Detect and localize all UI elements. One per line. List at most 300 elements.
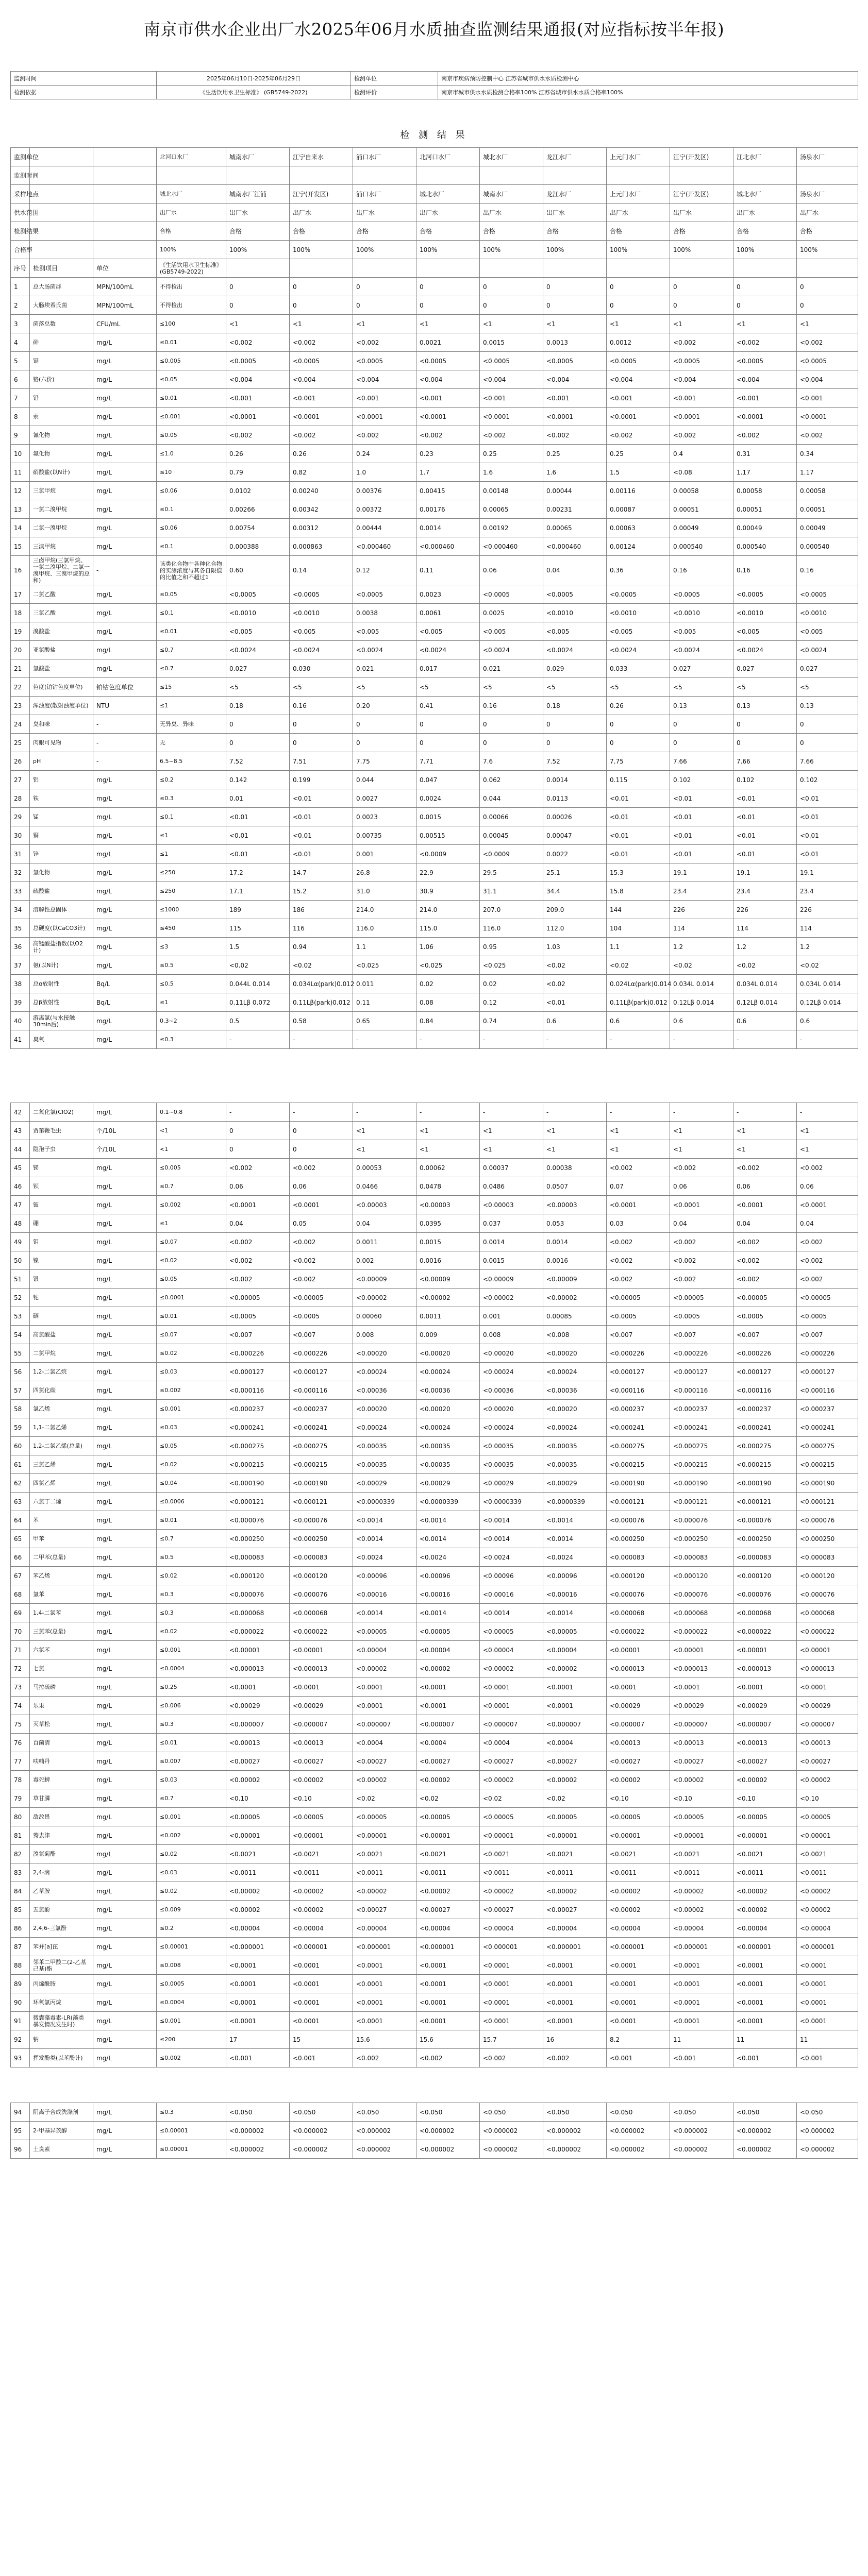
result-cell: <0.004 bbox=[607, 370, 670, 389]
result-cell: <0.000237 bbox=[607, 1400, 670, 1418]
table-row bbox=[11, 500, 858, 519]
result-cell: 0.0038 bbox=[353, 604, 416, 622]
result-cell: <0.0001 bbox=[670, 1975, 733, 1993]
result-cell: <0.000116 bbox=[670, 1381, 733, 1400]
result-cell: <0.00020 bbox=[416, 1400, 480, 1418]
result-cell: <0.00024 bbox=[543, 1363, 607, 1381]
result-cell: 0.6 bbox=[797, 1012, 858, 1030]
result-cell: 58 bbox=[11, 1400, 30, 1418]
result-cell: <0.00002 bbox=[353, 1771, 416, 1789]
result-cell: mg/L bbox=[93, 1381, 157, 1400]
result-cell: 38 bbox=[11, 975, 30, 993]
result-cell: MPN/100mL bbox=[93, 278, 157, 296]
table-gap-cell bbox=[11, 1049, 858, 1103]
result-cell: <0.00027 bbox=[416, 1901, 480, 1919]
result-cell: <0.000226 bbox=[670, 1344, 733, 1363]
result-cell: 0.01 bbox=[226, 789, 290, 808]
result-cell: <5 bbox=[480, 678, 543, 697]
result-cell: 0.00515 bbox=[416, 826, 480, 845]
result-cell: 12 bbox=[11, 482, 30, 500]
result-cell: <0.01 bbox=[797, 826, 858, 845]
result-cell: <0.00002 bbox=[670, 1882, 733, 1901]
result-cell: mg/L bbox=[93, 1530, 157, 1548]
result-cell: <0.00020 bbox=[480, 1400, 543, 1418]
result-cell: 214.0 bbox=[353, 901, 416, 919]
result-cell: 56 bbox=[11, 1363, 30, 1381]
result-cell: 1.2 bbox=[733, 938, 797, 956]
table-row bbox=[11, 659, 858, 678]
result-cell: <0.0010 bbox=[543, 604, 607, 622]
result-cell: 0.06 bbox=[733, 1177, 797, 1196]
result-cell: mg/L bbox=[93, 882, 157, 901]
result-cell: mg/L bbox=[93, 1678, 157, 1697]
result-cell: 0 bbox=[607, 296, 670, 315]
result-cell: 0.6 bbox=[543, 1012, 607, 1030]
result-cell: ≤200 bbox=[157, 2030, 226, 2049]
result-cell: <0.10 bbox=[290, 1789, 353, 1808]
result-cell: <0.0005 bbox=[797, 352, 858, 370]
result-cell: <0.000226 bbox=[797, 1344, 858, 1363]
result-cell: 34.4 bbox=[543, 882, 607, 901]
result-cell: <0.025 bbox=[353, 956, 416, 975]
header-cell bbox=[543, 259, 607, 278]
header-cell: 城北水厂 bbox=[480, 148, 543, 166]
result-cell: <0.02 bbox=[226, 956, 290, 975]
header-cell: 100% bbox=[480, 241, 543, 259]
info-row bbox=[11, 86, 858, 99]
result-cell: 17.2 bbox=[226, 863, 290, 882]
result-cell: mg/L bbox=[93, 1826, 157, 1845]
result-cell: <0.0024 bbox=[670, 641, 733, 659]
result-cell: <0.0010 bbox=[607, 604, 670, 622]
result-cell: 114 bbox=[670, 919, 733, 938]
result-cell: <0.000068 bbox=[290, 1604, 353, 1622]
result-cell: mg/L bbox=[93, 1734, 157, 1752]
result-cell: <0.01 bbox=[733, 845, 797, 863]
result-cell: mg/L bbox=[93, 938, 157, 956]
result-cell: 0.26 bbox=[607, 697, 670, 715]
result-cell: <0.000250 bbox=[226, 1530, 290, 1548]
result-cell: <0.02 bbox=[607, 956, 670, 975]
result-cell: <0.00016 bbox=[480, 1585, 543, 1604]
result-cell: <0.002 bbox=[416, 2049, 480, 2067]
result-cell: 0 bbox=[226, 296, 290, 315]
result-cell: mg/L bbox=[93, 1196, 157, 1214]
result-cell: <0.00001 bbox=[290, 1826, 353, 1845]
result-cell: <0.00002 bbox=[607, 1771, 670, 1789]
table-row bbox=[11, 1697, 858, 1715]
table-row bbox=[11, 408, 858, 426]
result-cell: <0.001 bbox=[290, 2049, 353, 2067]
result-cell: <0.000068 bbox=[607, 1604, 670, 1622]
result-cell: ≤0.02 bbox=[157, 1622, 226, 1641]
header-cell: 合格 bbox=[797, 222, 858, 241]
result-cell: <0.000190 bbox=[670, 1474, 733, 1493]
result-cell: 0.00044 bbox=[543, 482, 607, 500]
result-cell: <0.000083 bbox=[670, 1548, 733, 1567]
header-cell: 江宁(开发区) bbox=[670, 185, 733, 204]
result-cell: 7.66 bbox=[797, 752, 858, 771]
result-cell: <0.0014 bbox=[353, 1604, 416, 1622]
result-cell: <0.00005 bbox=[416, 1622, 480, 1641]
result-cell: 0.04 bbox=[226, 1214, 290, 1233]
result-cell: - bbox=[607, 1030, 670, 1049]
result-cell: 0.12Lβ 0.014 bbox=[733, 993, 797, 1012]
result-cell: <0.004 bbox=[226, 370, 290, 389]
result-cell: ≤0.7 bbox=[157, 659, 226, 678]
result-cell: <0.01 bbox=[797, 845, 858, 863]
result-cell: <0.000001 bbox=[353, 1938, 416, 1956]
result-cell: ≤0.3 bbox=[157, 2103, 226, 2122]
result-cell: <0.00001 bbox=[607, 1641, 670, 1659]
result-cell: 11 bbox=[11, 463, 30, 482]
result-cell: <0.0014 bbox=[416, 1511, 480, 1530]
result-cell: 0.00051 bbox=[733, 500, 797, 519]
result-cell: <5 bbox=[353, 678, 416, 697]
result-cell: 0.0014 bbox=[543, 1233, 607, 1251]
table-row bbox=[11, 1122, 858, 1140]
result-cell: 0.017 bbox=[416, 659, 480, 678]
result-cell: <0.00035 bbox=[543, 1455, 607, 1474]
result-cell: <0.0004 bbox=[480, 1734, 543, 1752]
result-cell: mg/L bbox=[93, 845, 157, 863]
result-cell: <5 bbox=[670, 678, 733, 697]
result-cell: 7.52 bbox=[226, 752, 290, 771]
result-cell: 1.2 bbox=[797, 938, 858, 956]
header-cell: 江北水厂 bbox=[733, 148, 797, 166]
result-cell: <0.000076 bbox=[670, 1585, 733, 1604]
result-cell: 0.04 bbox=[797, 1214, 858, 1233]
header-cell bbox=[93, 148, 157, 166]
result-cell: <0.008 bbox=[543, 1326, 607, 1344]
result-cell: <1 bbox=[543, 315, 607, 333]
result-cell: 0 bbox=[733, 278, 797, 296]
result-cell: 48 bbox=[11, 1214, 30, 1233]
result-cell: <0.025 bbox=[416, 956, 480, 975]
result-cell: <0.002 bbox=[226, 1159, 290, 1177]
result-cell: <0.0011 bbox=[797, 1863, 858, 1882]
result-cell: <0.002 bbox=[480, 426, 543, 445]
result-cell: 70 bbox=[11, 1622, 30, 1641]
result-cell: <0.000068 bbox=[670, 1604, 733, 1622]
result-cell: <0.00016 bbox=[353, 1585, 416, 1604]
result-cell: <0.000275 bbox=[226, 1437, 290, 1455]
result-cell: 0.00049 bbox=[797, 519, 858, 537]
result-cell: <0.000120 bbox=[797, 1567, 858, 1585]
result-cell: 0.11Lβ 0.072 bbox=[226, 993, 290, 1012]
result-cell: 0.0015 bbox=[416, 1233, 480, 1251]
result-cell: <0.002 bbox=[607, 1270, 670, 1289]
result-cell: 23.4 bbox=[733, 882, 797, 901]
result-cell: ≤0.0006 bbox=[157, 1493, 226, 1511]
result-cell: <1 bbox=[797, 1122, 858, 1140]
result-cell: <0.000002 bbox=[416, 2140, 480, 2159]
result-cell: 0.000863 bbox=[290, 537, 353, 556]
result-cell: mg/L bbox=[93, 1437, 157, 1455]
result-cell: 75 bbox=[11, 1715, 30, 1734]
result-cell: <0.00013 bbox=[797, 1734, 858, 1752]
table-row bbox=[11, 1530, 858, 1548]
item-name-cell: 一氯二溴甲烷 bbox=[30, 500, 93, 519]
table-row bbox=[11, 2012, 858, 2030]
result-cell: <0.00035 bbox=[543, 1437, 607, 1455]
result-cell: mg/L bbox=[93, 1159, 157, 1177]
item-name-cell: 硝酸盐(以N计) bbox=[30, 463, 93, 482]
result-cell: ≤0.3 bbox=[157, 1715, 226, 1734]
result-cell: <0.01 bbox=[670, 789, 733, 808]
result-cell: 0 bbox=[226, 1122, 290, 1140]
result-cell: <0.00004 bbox=[353, 1919, 416, 1938]
result-cell: mg/L bbox=[93, 1012, 157, 1030]
result-cell: <0.00002 bbox=[797, 1901, 858, 1919]
result-cell: 0.00415 bbox=[416, 482, 480, 500]
result-cell: 0 bbox=[290, 715, 353, 734]
result-cell: mg/L bbox=[93, 1493, 157, 1511]
result-cell: 69 bbox=[11, 1604, 30, 1622]
result-cell: <0.00001 bbox=[670, 1826, 733, 1845]
result-cell: 19 bbox=[11, 622, 30, 641]
result-cell: <0.000226 bbox=[607, 1344, 670, 1363]
result-cell: ≤0.5 bbox=[157, 956, 226, 975]
result-cell: <0.0004 bbox=[543, 1734, 607, 1752]
result-cell: ≤0.04 bbox=[157, 1474, 226, 1493]
result-cell: 62 bbox=[11, 1474, 30, 1493]
result-cell: <0.0001 bbox=[290, 1975, 353, 1993]
result-cell: <0.000127 bbox=[290, 1363, 353, 1381]
table-gap-cell bbox=[11, 2067, 858, 2103]
result-cell: <0.00036 bbox=[543, 1381, 607, 1400]
result-cell: <0.0024 bbox=[416, 641, 480, 659]
result-cell: <0.002 bbox=[543, 426, 607, 445]
item-name-cell: 氯酸盐 bbox=[30, 659, 93, 678]
result-cell: 0.11 bbox=[353, 993, 416, 1012]
result-cell: <0.0005 bbox=[543, 352, 607, 370]
result-cell: 0.034L 0.014 bbox=[797, 975, 858, 993]
result-cell: <0.0009 bbox=[480, 845, 543, 863]
result-cell: <0.000237 bbox=[797, 1400, 858, 1418]
result-cell: mg/L bbox=[93, 826, 157, 845]
result-cell: <0.0001 bbox=[480, 1697, 543, 1715]
item-name-cell: 镍 bbox=[30, 1251, 93, 1270]
result-cell: <0.002 bbox=[607, 1251, 670, 1270]
result-cell: <0.0014 bbox=[543, 1511, 607, 1530]
result-cell: 0.0507 bbox=[543, 1177, 607, 1196]
result-cell: ≤0.00001 bbox=[157, 1938, 226, 1956]
result-cell: 7.52 bbox=[543, 752, 607, 771]
result-cell: <0.000013 bbox=[607, 1659, 670, 1678]
result-cell: mg/L bbox=[93, 641, 157, 659]
result-cell: <0.00001 bbox=[797, 1641, 858, 1659]
result-cell: <0.01 bbox=[290, 808, 353, 826]
result-cell: 0 bbox=[543, 715, 607, 734]
result-cell: 64 bbox=[11, 1511, 30, 1530]
result-cell: <0.00096 bbox=[353, 1567, 416, 1585]
result-cell: <0.0014 bbox=[543, 1530, 607, 1548]
result-cell: 60 bbox=[11, 1437, 30, 1455]
item-name-cell: 银 bbox=[30, 1270, 93, 1289]
result-cell: <0.0001 bbox=[290, 1956, 353, 1975]
result-cell: 0.12Lβ 0.014 bbox=[670, 993, 733, 1012]
result-cell: <0.004 bbox=[733, 370, 797, 389]
result-cell: <0.00002 bbox=[797, 1882, 858, 1901]
item-name-cell: 总β放射性 bbox=[30, 993, 93, 1012]
result-cell: 0.18 bbox=[226, 697, 290, 715]
item-name-cell: 溶解性总固体 bbox=[30, 901, 93, 919]
result-cell: 0.5 bbox=[226, 1012, 290, 1030]
result-cell: <0.0005 bbox=[290, 585, 353, 604]
item-name-cell: 砷 bbox=[30, 333, 93, 352]
result-cell: 59 bbox=[11, 1418, 30, 1437]
result-cell: <0.000121 bbox=[226, 1493, 290, 1511]
results-table-body bbox=[11, 148, 858, 2159]
result-cell: 0.00065 bbox=[543, 519, 607, 537]
item-name-cell: 丙烯酰胺 bbox=[30, 1975, 93, 1993]
result-cell: <0.000076 bbox=[607, 1511, 670, 1530]
item-name-cell: 臭氧 bbox=[30, 1030, 93, 1049]
item-name-cell: 氟化物 bbox=[30, 445, 93, 463]
result-cell: 8 bbox=[11, 408, 30, 426]
result-cell: 0.0016 bbox=[416, 1251, 480, 1270]
result-cell: <0.00029 bbox=[226, 1697, 290, 1715]
result-cell: 44 bbox=[11, 1140, 30, 1159]
result-cell: ≤0.01 bbox=[157, 1734, 226, 1752]
header-cell bbox=[733, 259, 797, 278]
result-cell: mg/L bbox=[93, 622, 157, 641]
item-name-cell: 三氯乙酸 bbox=[30, 604, 93, 622]
result-cell: 1 bbox=[11, 278, 30, 296]
result-cell: mg/L bbox=[93, 956, 157, 975]
result-cell: <0.00020 bbox=[543, 1400, 607, 1418]
result-cell: 0.002 bbox=[353, 1251, 416, 1270]
result-cell: <0.000226 bbox=[226, 1344, 290, 1363]
result-cell: <0.00001 bbox=[226, 1826, 290, 1845]
table-row bbox=[11, 556, 858, 585]
result-cell: <0.005 bbox=[480, 622, 543, 641]
result-cell: <0.000460 bbox=[480, 537, 543, 556]
result-cell: ≤0.03 bbox=[157, 1418, 226, 1437]
result-cell: <0.0001 bbox=[607, 1678, 670, 1697]
table-row bbox=[11, 1919, 858, 1938]
result-cell: <0.004 bbox=[797, 370, 858, 389]
result-cell: <5 bbox=[543, 678, 607, 697]
table-row bbox=[11, 1140, 858, 1159]
result-cell: ≤0.7 bbox=[157, 1530, 226, 1548]
result-cell: MPN/100mL bbox=[93, 296, 157, 315]
header-cell: 100% bbox=[416, 241, 480, 259]
result-cell: ≤450 bbox=[157, 919, 226, 938]
result-cell: 0 bbox=[480, 715, 543, 734]
result-cell: 0.16 bbox=[290, 697, 353, 715]
result-cell: <0.0021 bbox=[353, 1845, 416, 1863]
result-cell: 0.00060 bbox=[353, 1307, 416, 1326]
result-cell: <0.0005 bbox=[670, 352, 733, 370]
result-cell: <0.00003 bbox=[353, 1196, 416, 1214]
result-cell: <0.00002 bbox=[226, 1901, 290, 1919]
result-cell: 29 bbox=[11, 808, 30, 826]
result-cell: 0.00058 bbox=[797, 482, 858, 500]
result-cell: mg/L bbox=[93, 1938, 157, 1956]
result-cell: 0.142 bbox=[226, 771, 290, 789]
result-cell: - bbox=[226, 1030, 290, 1049]
result-cell: <0.0001 bbox=[733, 1196, 797, 1214]
result-cell: 85 bbox=[11, 1901, 30, 1919]
result-cell: <0.000001 bbox=[670, 1938, 733, 1956]
result-cell: <0.000190 bbox=[226, 1474, 290, 1493]
result-cell: ≤0.02 bbox=[157, 1251, 226, 1270]
item-name-cell: 草甘膦 bbox=[30, 1789, 93, 1808]
result-cell: 51 bbox=[11, 1270, 30, 1289]
result-cell: 0.0011 bbox=[353, 1233, 416, 1251]
result-cell: <0.00035 bbox=[416, 1455, 480, 1474]
result-cell: 0.0013 bbox=[543, 333, 607, 352]
header-cell: 江宁自来水 bbox=[290, 148, 353, 166]
result-cell: 0 bbox=[226, 715, 290, 734]
result-cell: <0.002 bbox=[670, 426, 733, 445]
header-cell bbox=[290, 259, 353, 278]
result-cell: 0.06 bbox=[290, 1177, 353, 1196]
result-cell: 11 bbox=[670, 2030, 733, 2049]
result-cell: ≤250 bbox=[157, 863, 226, 882]
result-cell: <0.0005 bbox=[353, 352, 416, 370]
result-cell: 83 bbox=[11, 1863, 30, 1882]
result-cell: 0.00045 bbox=[480, 826, 543, 845]
result-cell: <0.000002 bbox=[353, 2140, 416, 2159]
result-cell: <0.00024 bbox=[416, 1418, 480, 1437]
result-cell: <0.000007 bbox=[353, 1715, 416, 1734]
result-cell: 1.1 bbox=[353, 938, 416, 956]
result-cell: 0.12Lβ 0.014 bbox=[797, 993, 858, 1012]
result-cell: 63 bbox=[11, 1493, 30, 1511]
result-cell: <0.01 bbox=[543, 993, 607, 1012]
result-cell: ≤0.7 bbox=[157, 1789, 226, 1808]
result-cell: <0.000076 bbox=[290, 1511, 353, 1530]
result-cell: <0.0011 bbox=[607, 1863, 670, 1882]
result-cell: 79 bbox=[11, 1789, 30, 1808]
table-row bbox=[11, 1103, 858, 1122]
table-row bbox=[11, 2049, 858, 2067]
result-cell: 0.00051 bbox=[797, 500, 858, 519]
result-cell: - bbox=[607, 1103, 670, 1122]
result-cell: 该类化合物中各种化合物的实测浓度与其各自限值的比值之和不超过1 bbox=[157, 556, 226, 585]
result-cell: 0.0395 bbox=[416, 1214, 480, 1233]
result-cell: ≤0.01 bbox=[157, 389, 226, 408]
result-cell: <1 bbox=[797, 315, 858, 333]
item-name-cell: 亚氯酸盐 bbox=[30, 641, 93, 659]
result-cell: 87 bbox=[11, 1938, 30, 1956]
result-cell: ≤0.007 bbox=[157, 1752, 226, 1771]
result-cell: mg/L bbox=[93, 1697, 157, 1715]
result-cell: <0.000116 bbox=[797, 1381, 858, 1400]
result-cell: 11 bbox=[797, 2030, 858, 2049]
table-row bbox=[11, 752, 858, 771]
table-row bbox=[11, 445, 858, 463]
result-cell: <0.000001 bbox=[290, 1938, 353, 1956]
result-cell: <0.0001 bbox=[797, 1678, 858, 1697]
item-name-cell: 七氯 bbox=[30, 1659, 93, 1678]
result-cell: <1 bbox=[607, 315, 670, 333]
result-cell: <0.000250 bbox=[607, 1530, 670, 1548]
result-cell: <1 bbox=[416, 1140, 480, 1159]
result-cell: <0.00005 bbox=[290, 1808, 353, 1826]
header-cell: 单位 bbox=[93, 259, 157, 278]
result-cell: 0 bbox=[607, 715, 670, 734]
result-cell: - bbox=[733, 1103, 797, 1122]
result-cell: <0.0001 bbox=[733, 1993, 797, 2012]
result-cell: 19.1 bbox=[797, 863, 858, 882]
result-cell: <0.0005 bbox=[797, 1307, 858, 1326]
result-cell: 0.199 bbox=[290, 771, 353, 789]
result-cell: 27 bbox=[11, 771, 30, 789]
